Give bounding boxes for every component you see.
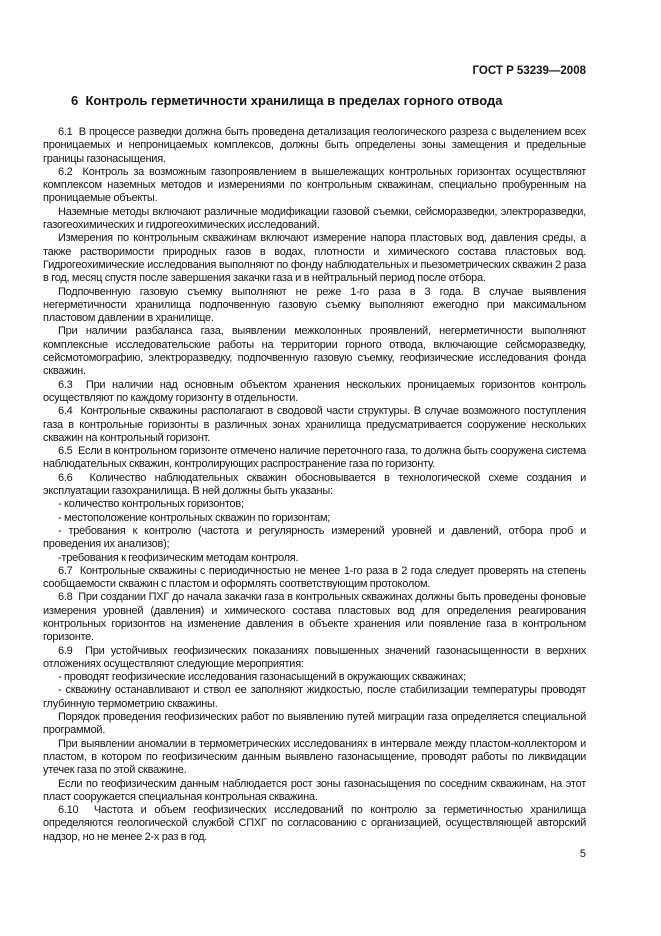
paragraph: -требования к геофизическим методам контроля. <box>58 551 299 564</box>
page-number: 5 <box>579 848 586 860</box>
paragraph: - проводят геофизические исследования газонасыщений в окружающих скважинах; <box>58 671 466 684</box>
paragraph: 6.5 Если в контрольном горизонте отмечено наличие переточного газа, то должна быть сооружена система наблюдательных скважин, контролирующих распространение газа по горизонту. <box>43 445 586 471</box>
paragraph: Если по геофизическим данным наблюдается рост зоны газонасыщения по соседним скважинам, на этот пласт сооружается специальная контрольная скважина. <box>43 777 586 803</box>
paragraph: 6.1 В процессе разведки должна быть проведена детализация геологического разреза с выделением всех проницаемых и непроницаемых комплексов, должны быть определены зоны замещения и предельные границы газонасыщения. <box>43 126 586 165</box>
paragraph: 6.10 Частота и объем геофизических исследований по контролю за герметичностью хранилища определяются геологической службой СПХГ по согласованию с организацией, осуществляющей авторский надзор, но не менее 2-х раз в год. <box>43 804 586 843</box>
paragraph: 6.7 Контрольные скважины с периодичностью не менее 1-го раза в 2 года следует проверять на степень сообщаемости скважин с пластом и оформлять соответствующим протоколом. <box>43 564 586 591</box>
paragraph: При наличии разбаланса газа, выявлении межколонных проявлений, негерметичности выполняют комплексные исследовательские работы на территории горного отвода, включающие сейсморазведку, сейсмотомографию, электроразведку, подпочвенную газовую съемку, геофизические исследования фонда скважин. <box>43 325 586 378</box>
paragraph: 6.2 Контроль за возможным газопроявлением в вышележащих контрольных горизонтах осуществляют комплексом наземных методов и измерениями по контрольным скважинам, специально пробуренным на проницаемые объекты. <box>43 165 586 205</box>
paragraph: 6.8 При создании ПХГ до начала закачки газа в контрольных скважинах должны быть проведены фоновые измерения уровней (давления) и химического состава пластовых вод для определения реагирования контрольных горизонтов на изменение давления в объекте хранения или появление газа в контрольном горизонте. <box>43 591 586 644</box>
standard-code-header: ГОСТ Р 53239—2008 <box>472 65 586 77</box>
paragraph: 6.9 При устойчивых геофизических показаниях повышенных значений газонасыщенности в верхних отложениях осуществляют следующие мероприятия: <box>43 644 586 670</box>
paragraph: Наземные методы включают различные модификации газовой съемки, сейсморазведки, электроразведки, газогеохимических и гидрогеохимических исследований. <box>43 205 586 232</box>
paragraph: 6.4 Контрольные скважины располагают в сводовой части структуры. В случае возможного поступления газа в контрольные горизонты в различных зонах хранилища предусматривается сооружение нескольких скважин на контрольный горизонт. <box>43 405 586 444</box>
paragraph: Подпочвенную газовую съемку выполняют не реже 1-го раза в 3 года. В случае выявления негерметичности хранилища подпочвенную газовую съемку выполняют ежегодно при максимальном пластовом давлении в хранилище. <box>43 285 586 325</box>
paragraph: - скважину останавливают и ствол ее заполняют жидкостью, после стабилизации температуры проводят глубинную термометрию скважины. <box>43 684 586 710</box>
paragraph: 6.3 При наличии над основным объектом хранения нескольких проницаемых горизонтов контроль осуществляют по каждому горизонту в отдельности. <box>43 378 586 404</box>
paragraph: Порядок проведения геофизических работ по выявлению путей миграции газа определяется специальной программой. <box>43 711 586 737</box>
paragraph: Измерения по контрольным скважинам включают измерение напора пластовых вод, давления среды, а также растворимости природных газов в водах, плотности и химического состава пластовых вод. Гидрогеохимические исследования выполняют по фонду наблюдательных и пьезометрических скважин 2 раза в год, месяц спустя после завершения закачки газа и в нейтральный период после отбора. <box>43 232 586 285</box>
paragraph: - требования к контролю (частота и регулярность измерений уровней и давлений, отбора проб и проведения их анализов); <box>43 524 586 551</box>
paragraph: При выявлении аномалии в термометрических исследованиях в интервале между пластом-коллектором и пластом, в котором по геофизическим данным выявлено газонасыщение, проводят работы по ликвидации утечек газа по этой скважине. <box>43 737 586 777</box>
paragraph: - местоположение контрольных скважин по горизонтам; <box>58 511 331 524</box>
document-body <box>43 126 586 844</box>
section-title: 6 Контроль герметичности хранилища в пределах горного отвода <box>71 93 503 108</box>
paragraph: 6.6 Количество наблюдательных скважин обосновывается в технологической схеме создания и эксплуатации газохранилища. В ней должны быть указаны: <box>43 471 586 498</box>
paragraph: - количество контрольных горизонтов; <box>58 498 244 511</box>
